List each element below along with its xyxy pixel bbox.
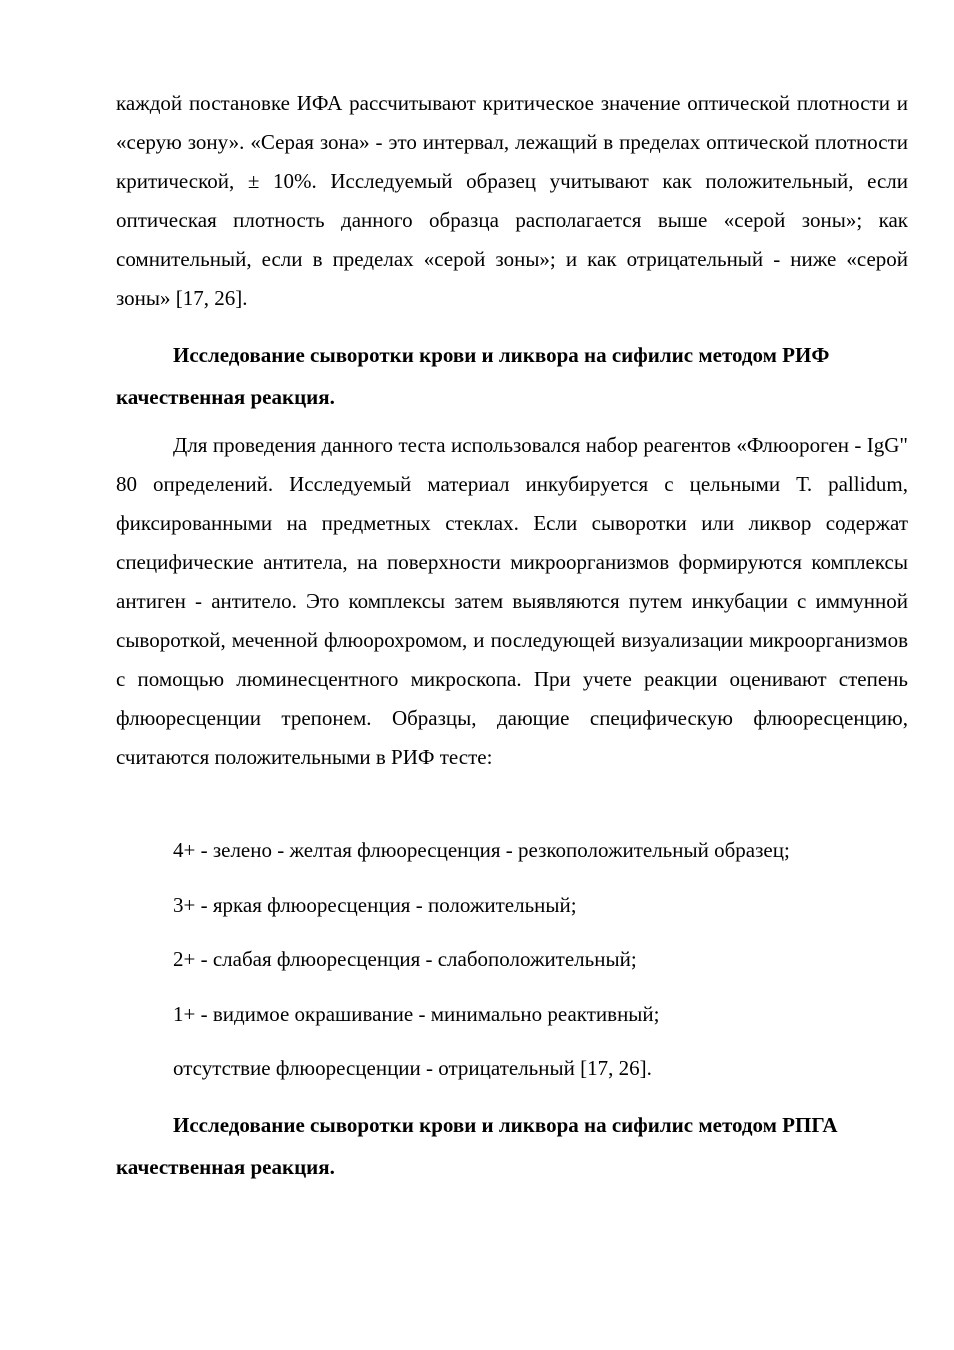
rif-method-paragraph-block xyxy=(116,426,908,777)
rif-section-heading: Исследование сыворотки крови и ликвора на сифилис методом РИФ качественная реакция. xyxy=(116,343,830,409)
grading-list-item: 2+ - слабая флюоресценция - слабоположительный; xyxy=(173,947,637,971)
grading-list-item-1-block xyxy=(116,831,908,870)
grading-list-item-3-block xyxy=(116,940,908,979)
grading-list-item: 3+ - яркая флюоресценция - положительный; xyxy=(173,893,577,917)
grading-list-item: 1+ - видимое окрашивание - минимально реактивный; xyxy=(173,1002,660,1026)
grading-list-item-4-block xyxy=(116,995,908,1034)
grading-list-item: отсутствие флюоресценции - отрицательный [17, 26]. xyxy=(173,1056,652,1080)
grading-list-item-5-block xyxy=(116,1049,908,1088)
ifa-result-paragraph: каждой постановке ИФА рассчитывают критическое значение оптической плотности и «серую зону». «Серая зона» - это интервал, лежащий в пределах оптической плотности критической, ± 10%. Исследуемый образец учитывают как положительный, если оптическая плотность данного образца располагается выше «серой зоны»; как сомнительный, если в пределах «серой зоны»; и как отрицательный - ниже «серой зоны» [17, 26]. xyxy=(116,91,908,310)
rif-method-paragraph: Для проведения данного теста использовался набор реагентов «Флюороген - IgG" 80 определений. Исследуемый материал инкубируется с цельными Т. pallidum, фиксированными на предметных стеклах. Если сыворотки или ликвор содержат специфические антитела, на поверхности микроорганизмов формируются комплексы антиген - антитело. Это комплексы затем выявляются путем инкубации с иммунной сывороткой, меченной флюорохромом, и последующей визуализации микроорганизмов с помощью люминесцентного микроскопа. При учете реакции оценивают степень флюоресценции трепонем. Образцы, дающие специфическую флюоресценцию, считаются положительными в РИФ тесте: xyxy=(116,433,908,769)
grading-list-item: 4+ - зелено - желтая флюоресценция - резкоположительный образец; xyxy=(173,838,790,862)
rpga-section-heading-block xyxy=(116,1104,908,1188)
ifa-result-paragraph-block xyxy=(116,84,908,318)
rif-section-heading-block xyxy=(116,334,908,418)
rpga-section-heading: Исследование сыворотки крови и ликвора на сифилис методом РПГА качественная реакция. xyxy=(116,1113,838,1179)
grading-list-item-2-block xyxy=(116,886,908,925)
